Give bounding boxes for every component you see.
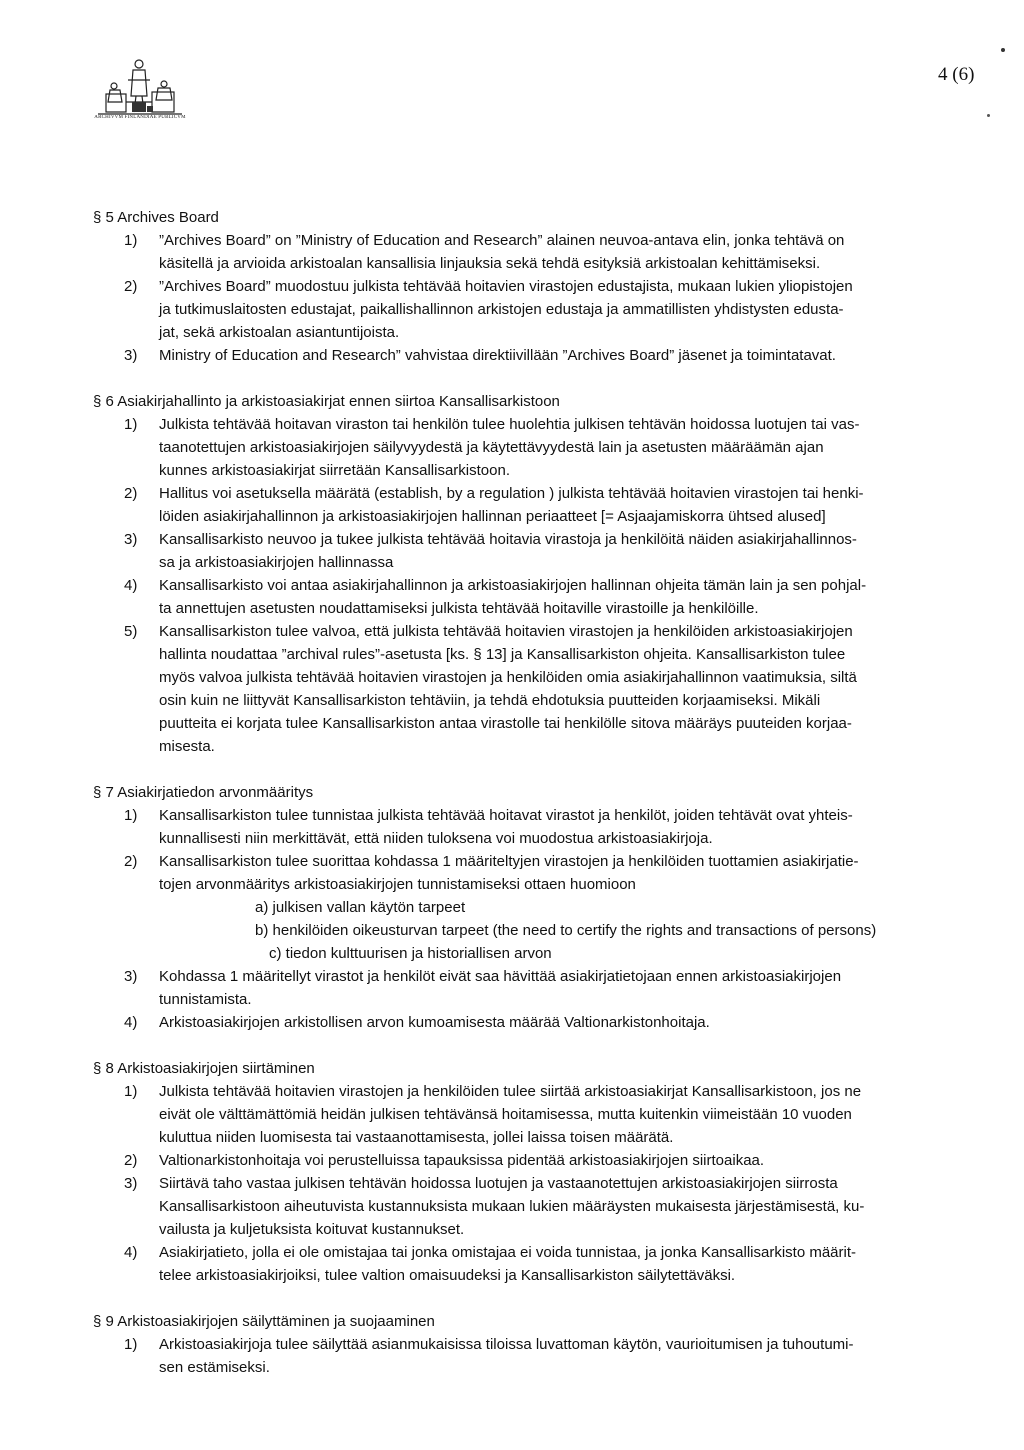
sub-item: c) tiedon kulttuurisen ja historiallisen arvon bbox=[269, 945, 552, 962]
item-line: Siirtävä taho vastaa julkisen tehtävän hoidossa luotujen ja vastaanotettujen arkistoasiakirjojen siirrosta bbox=[159, 1175, 838, 1192]
section-heading: § 7 Asiakirjatiedon arvonmääritys bbox=[93, 784, 314, 801]
section-heading: § 8 Arkistoasiakirjojen siirtäminen bbox=[93, 1060, 315, 1077]
item-number: 4) bbox=[124, 577, 138, 594]
list-item bbox=[93, 1333, 983, 1379]
item-line: eivät ole välttämättömiä heidän julkisen tehtävänsä hoitamisessa, mutta kuitenkin viimeistään 10 vuoden bbox=[159, 1106, 852, 1123]
item-number: 1) bbox=[124, 1336, 138, 1353]
speck-mark bbox=[987, 114, 990, 117]
archive-seal-icon bbox=[92, 56, 188, 118]
item-number: 2) bbox=[124, 485, 138, 502]
list-item bbox=[93, 804, 983, 850]
list-item bbox=[93, 229, 983, 275]
page-number: 4 (6) bbox=[938, 64, 975, 85]
item-line: ta annettujen asetusten noudattamiseksi julkista tehtävää hoitaville virastoille ja henkilöille. bbox=[159, 600, 759, 617]
item-line: Ministry of Education and Research” vahvistaa direktiivillään ”Archives Board” jäsenet ja toimintatavat. bbox=[159, 347, 836, 364]
logo-caption: ARCHIVVM FINLANDIAE PUBLICVM bbox=[94, 115, 186, 120]
list-item bbox=[93, 1172, 983, 1241]
item-line: sen estämiseksi. bbox=[159, 1359, 270, 1376]
sub-item: b) henkilöiden oikeusturvan tarpeet (the need to certify the rights and transactions of persons) bbox=[255, 922, 877, 939]
item-line: ja tutkimuslaitosten edustajat, paikallishallinnon arkistojen edustaja ja ammatillisten yhdistysten edusta- bbox=[159, 301, 844, 318]
item-list bbox=[93, 804, 983, 1034]
item-line: Kansallisarkisto voi antaa asiakirjahallinnon ja arkistoasiakirjojen hallinnan ohjeita tämän lain ja sen pohjal- bbox=[159, 577, 867, 594]
item-line: sa ja arkistoasiakirjojen hallinnassa bbox=[159, 554, 394, 571]
list-item bbox=[93, 1011, 983, 1034]
item-list bbox=[93, 1333, 983, 1379]
item-line: Arkistoasiakirjojen arkistollisen arvon kumoamisesta määrää Valtionarkistonhoitaja. bbox=[159, 1014, 710, 1031]
item-line: Kansallisarkisto neuvoo ja tukee julkista tehtävää hoitavia virastoja ja henkilöitä näiden asiakirjahallinnos- bbox=[159, 531, 857, 548]
item-line: osin kuin ne liittyvät Kansallisarkiston tehtäviin, ja tehdä ehdotuksia puutteiden korjaamiseksi. Mikäli bbox=[159, 692, 821, 709]
item-line: jat, sekä arkistoalan asiantuntijoista. bbox=[159, 324, 400, 341]
list-item bbox=[93, 850, 983, 965]
item-line: puutteita ei korjata tulee Kansallisarkiston antaa virastolle tai henkilölle sitova määräys puuteiden korjaa- bbox=[159, 715, 852, 732]
list-item bbox=[93, 620, 983, 758]
item-list bbox=[93, 1080, 983, 1287]
section-heading: § 5 Archives Board bbox=[93, 209, 219, 226]
item-number: 3) bbox=[124, 1175, 138, 1192]
item-line: ”Archives Board” muodostuu julkista tehtävää hoitavien virastojen edustajista, mukaan lukien yliopistojen bbox=[159, 278, 853, 295]
list-item bbox=[93, 344, 983, 367]
item-line: kunnallisesti niin merkittävät, että niiden tuloksena voi muodostua arkistoasiakirjoja. bbox=[159, 830, 713, 847]
item-line: taanotettujen arkistoasiakirjojen säilyvyydestä ja käytettävyydestä lain ja asetusten määräämän ajan bbox=[159, 439, 824, 456]
item-number: 4) bbox=[124, 1244, 138, 1261]
item-line: Kansallisarkistoon aiheutuvista kustannuksista mukaan lukien määräysten mukaisesta järjestämisestä, ku- bbox=[159, 1198, 865, 1215]
item-number: 2) bbox=[124, 278, 138, 295]
list-item bbox=[93, 965, 983, 1011]
item-line: kunnes arkistoasiakirjat siirretään Kansallisarkistoon. bbox=[159, 462, 510, 479]
archive-logo bbox=[92, 56, 188, 118]
section-6 bbox=[93, 390, 983, 758]
item-line: tojen arvonmääritys arkistoasiakirjojen tunnistamiseksi ottaen huomioon bbox=[159, 876, 636, 893]
list-item bbox=[93, 528, 983, 574]
item-number: 2) bbox=[124, 853, 138, 870]
section-8 bbox=[93, 1057, 983, 1287]
item-line: Kohdassa 1 määritellyt virastot ja henkilöt eivät saa hävittää asiakirjatietojaan ennen arkistoasiakirjojen bbox=[159, 968, 842, 985]
item-line: Valtionarkistonhoitaja voi perustelluissa tapauksissa pidentää arkistoasiakirjojen siirtoaikaa. bbox=[159, 1152, 765, 1169]
item-line: tunnistamista. bbox=[159, 991, 252, 1008]
section-7 bbox=[93, 781, 983, 1034]
sub-item: a) julkisen vallan käytön tarpeet bbox=[255, 899, 466, 916]
list-item bbox=[93, 275, 983, 344]
item-line: käsitellä ja arvioida arkistoalan kansallisia linjauksia sekä tehdä esityksiä arkistoalan kehittämiseksi. bbox=[159, 255, 821, 272]
item-line: misesta. bbox=[159, 738, 215, 755]
speck-mark bbox=[1001, 48, 1005, 52]
item-line: kuluttua niiden luomisesta tai vastaanottamisesta, jollei laissa toisen määrätä. bbox=[159, 1129, 674, 1146]
item-line: Kansallisarkiston tulee valvoa, että julkista tehtävää hoitavien virastojen ja henkilöiden arkistoasiakirjojen bbox=[159, 623, 853, 640]
list-item bbox=[93, 574, 983, 620]
section-9 bbox=[93, 1310, 983, 1379]
item-line: hallinta noudattaa ”archival rules”-asetusta [ks. § 13] ja Kansallisarkiston ohjeita. Kansallisarkiston tulee bbox=[159, 646, 846, 663]
item-number: 1) bbox=[124, 807, 138, 824]
item-number: 1) bbox=[124, 1083, 138, 1100]
list-item bbox=[93, 1241, 983, 1287]
item-line: Arkistoasiakirjoja tulee säilyttää asianmukaisissa tiloissa luvattoman käytön, vaurioitumisen ja tuhoutumi- bbox=[159, 1336, 854, 1353]
section-heading: § 9 Arkistoasiakirjojen säilyttäminen ja suojaaminen bbox=[93, 1313, 435, 1330]
item-line: Kansallisarkiston tulee suorittaa kohdassa 1 määriteltyjen virastojen ja henkilöiden tuottamien asiakirjatie- bbox=[159, 853, 859, 870]
section-5 bbox=[93, 206, 983, 367]
item-number: 5) bbox=[124, 623, 138, 640]
document-body bbox=[93, 206, 983, 1402]
item-line: telee arkistoasiakirjoiksi, tulee valtion omaisuudeksi ja Kansallisarkiston säilytettäväksi. bbox=[159, 1267, 736, 1284]
list-item bbox=[93, 1149, 983, 1172]
item-number: 4) bbox=[124, 1014, 138, 1031]
item-line: vailusta ja kuljetuksista koituvat kustannukset. bbox=[159, 1221, 465, 1238]
item-line: myös valvoa julkista tehtävää hoitavien virastojen ja henkilöiden omia asiakirjahallinnon vaatimuksia, siltä bbox=[159, 669, 857, 686]
item-number: 3) bbox=[124, 531, 138, 548]
item-number: 1) bbox=[124, 416, 138, 433]
list-item bbox=[93, 1080, 983, 1149]
item-line: Hallitus voi asetuksella määrätä (establish, by a regulation ) julkista tehtävää hoitavien virastojen tai henki- bbox=[159, 485, 864, 502]
item-line: Julkista tehtävää hoitavien virastojen ja henkilöiden tulee siirtää arkistoasiakirjat Kansallisarkistoon, jos ne bbox=[159, 1083, 862, 1100]
item-number: 3) bbox=[124, 347, 138, 364]
item-line: löiden asiakirjahallinnon ja arkistoasiakirjojen hallinnan periaatteet [= Asjaajamiskorra ühtsed alused] bbox=[159, 508, 826, 525]
item-line: ”Archives Board” on ”Ministry of Education and Research” alainen neuvoa-antava elin, jonka tehtävä on bbox=[159, 232, 845, 249]
item-number: 1) bbox=[124, 232, 138, 249]
item-list bbox=[93, 413, 983, 758]
item-number: 2) bbox=[124, 1152, 138, 1169]
list-item bbox=[93, 482, 983, 528]
section-heading: § 6 Asiakirjahallinto ja arkistoasiakirjat ennen siirtoa Kansallisarkistoon bbox=[93, 393, 560, 410]
item-list bbox=[93, 229, 983, 367]
item-line: Asiakirjatieto, jolla ei ole omistajaa tai jonka omistajaa ei voida tunnistaa, ja jonka Kansallisarkisto määrit- bbox=[159, 1244, 857, 1261]
item-line: Julkista tehtävää hoitavan viraston tai henkilön tulee huolehtia julkisen tehtävän hoidossa luotujen tai vas- bbox=[159, 416, 860, 433]
item-number: 3) bbox=[124, 968, 138, 985]
list-item bbox=[93, 413, 983, 482]
item-line: Kansallisarkiston tulee tunnistaa julkista tehtävää hoitavat virastot ja henkilöt, joiden tehtävät ovat yhteis- bbox=[159, 807, 853, 824]
